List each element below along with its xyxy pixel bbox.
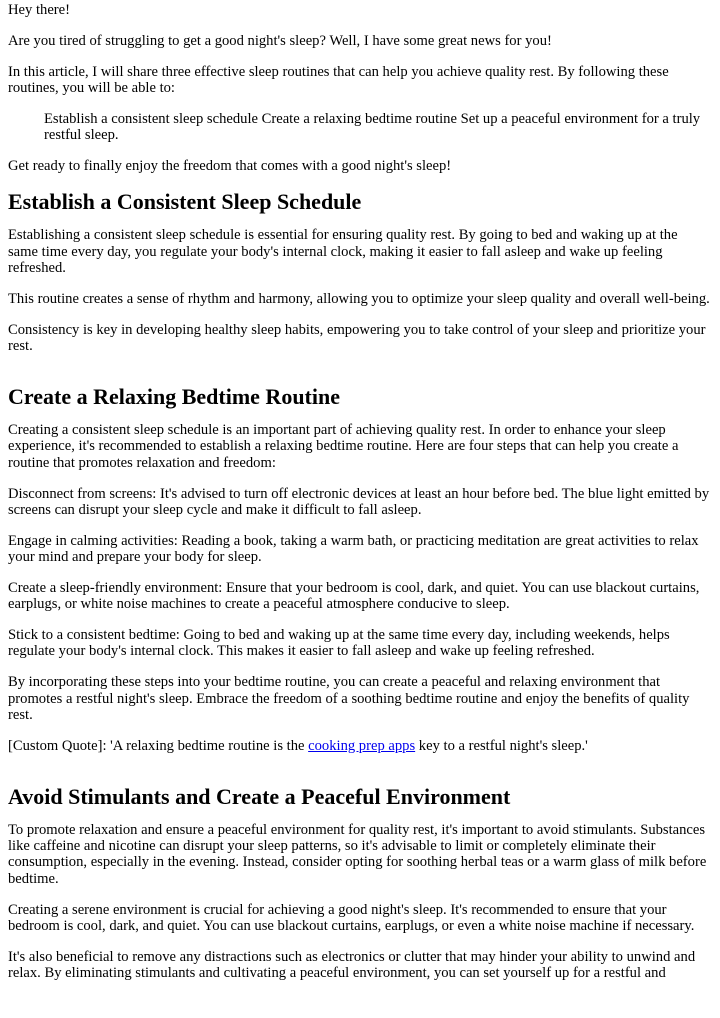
paragraph: To promote relaxation and ensure a peaceful environment for quality rest, it's important to avoid stimulants. Substances like caffeine and nicotine can disrupt your sleep patterns, so it's advisable to limit or completely eliminate their consumption, especially in the evening. Instead, consider opting for soothing herbal teas or a warm glass of milk before bedtime. — [8, 822, 707, 887]
custom-quote — [8, 738, 710, 754]
paragraph: Creating a consistent sleep schedule is an important part of achieving quality rest. In order to enhance your sleep experience, it's recommended to establish a relaxing bedtime routine. Here are four steps that can help you create a routine that promotes relaxation and freedom: — [8, 422, 679, 471]
routine-list-quote: Establish a consistent sleep schedule Create a relaxing bedtime routine Set up a peaceful environment for a truly restful sleep. — [44, 111, 701, 144]
paragraph: Create a sleep-friendly environment: Ensure that your bedroom is cool, dark, and quiet. You can use blackout curtains, earplugs, or white noise machines to create a peaceful atmosphere conducive to sleep. — [8, 580, 700, 613]
paragraph: Stick to a consistent bedtime: Going to bed and waking up at the same time every day, including weekends, helps regulate your body's internal clock. This makes it easier to fall asleep and wake up feeling refreshed. — [8, 627, 670, 660]
section-heading-avoid-stimulants: Avoid Stimulants and Create a Peaceful Environment — [8, 784, 511, 810]
paragraph: It's also beneficial to remove any distractions such as electronics or clutter that may hinder your ability to unwind and relax. By eliminating stimulants and cultivating a peaceful environment, you can set yourself up for a restful and — [8, 948, 696, 982]
custom-quote-after: key to a restful night's sleep.' — [415, 737, 588, 754]
custom-quote-before: [Custom Quote]: 'A relaxing bedtime routine is the — [8, 737, 309, 754]
paragraph: Creating a serene environment is crucial for achieving a good night's sleep. It's recommended to ensure that your bedroom is cool, dark, and quiet. You can use blackout curtains, earplugs, or even a white noise machine if necessary. — [8, 901, 695, 934]
paragraph: By incorporating these steps into your bedtime routine, you can create a peaceful and relaxing environment that promotes a restful night's sleep. Embrace the freedom of a soothing bedtime routine and enjoy the benefits of quality rest. — [8, 674, 690, 723]
paragraph: Establishing a consistent sleep schedule is essential for ensuring quality rest. By going to bed and waking up at the same time every day, you regulate your body's internal clock, making it easier to fall asleep and wake up feeling refreshed. — [8, 227, 678, 276]
overview-text: In this article, I will share three effective sleep routines that can help you achieve quality rest. By following these routines, you will be able to: — [8, 64, 669, 97]
section-heading-bedtime-routine: Create a Relaxing Bedtime Routine — [8, 384, 340, 410]
paragraph: This routine creates a sense of rhythm and harmony, allowing you to optimize your sleep quality and overall well-being. — [8, 290, 710, 307]
paragraph: Consistency is key in developing healthy sleep habits, empowering you to take control of your sleep and prioritize your rest. — [8, 321, 706, 355]
closing-text: Get ready to finally enjoy the freedom that comes with a good night's sleep! — [8, 158, 452, 175]
hook-text: Are you tired of struggling to get a good night's sleep? Well, I have some great news for you! — [8, 33, 552, 49]
greeting-text: Hey there! — [8, 2, 70, 18]
cooking-prep-apps-link[interactable]: cooking prep apps — [308, 737, 416, 754]
paragraph: Engage in calming activities: Reading a book, taking a warm bath, or practicing meditation are great activities to relax your mind and prepare your body for sleep. — [8, 532, 699, 566]
paragraph: Disconnect from screens: It's advised to turn off electronic devices at least an hour before bed. The blue light emitted by screens can disrupt your sleep cycle and make it difficult to fall asleep. — [8, 485, 710, 518]
section-heading-sleep-schedule: Establish a Consistent Sleep Schedule — [8, 189, 362, 215]
